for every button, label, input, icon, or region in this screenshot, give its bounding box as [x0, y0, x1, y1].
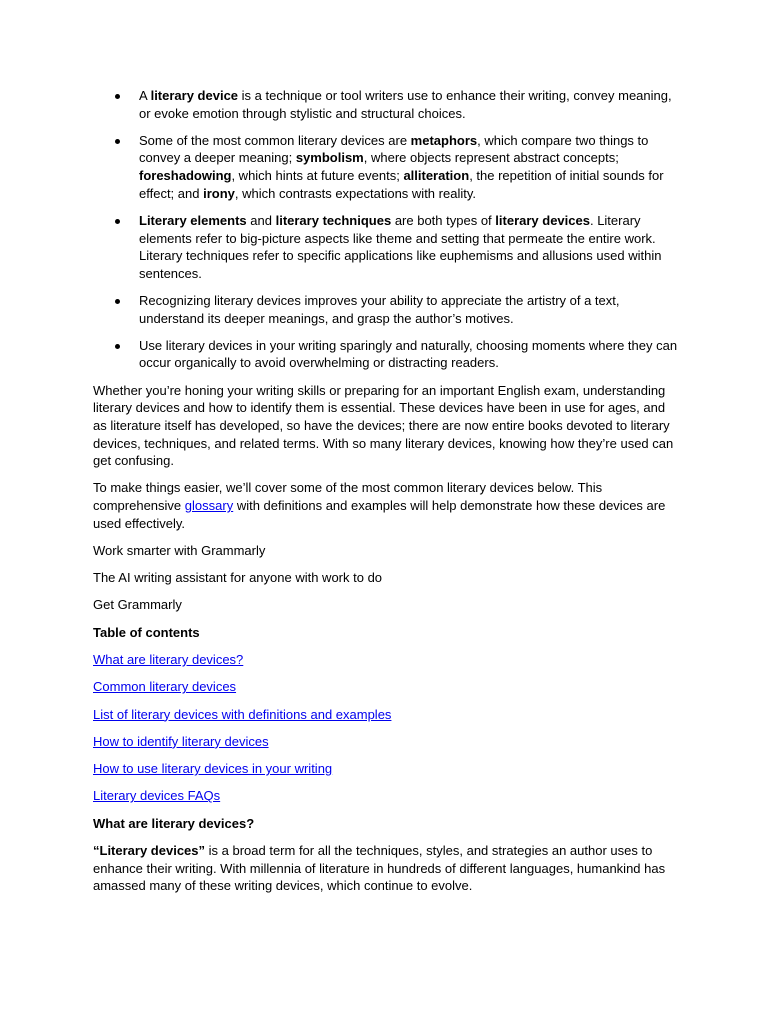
text-run: is a technique or tool writers use to enhance their writing, convey meaning, or evoke emotion through stylistic and structural choices.	[139, 88, 672, 121]
glossary-link[interactable]: glossary	[184, 498, 234, 513]
toc-item	[93, 706, 679, 724]
toc-link-how-to-identify[interactable]: How to identify literary devices	[93, 733, 269, 749]
bold-term: literary devices	[495, 212, 590, 228]
text-run: Use literary devices in your writing sparingly and naturally, choosing moments where they can occur organically to avoid overwhelming or distracting readers.	[139, 337, 678, 371]
bold-term: metaphors	[410, 132, 478, 148]
text-run: A	[139, 88, 151, 103]
toc-item	[93, 760, 679, 778]
text-run: , which contrasts expectations with reality.	[234, 185, 476, 201]
bold-term: foreshadowing	[139, 168, 232, 184]
glossary-paragraph	[93, 479, 679, 532]
text-run: is a broad term for all the techniques, styles, and strategies an author uses to enhance their writing. With millennia of literature in hundreds of different languages, humankind has amassed many of these writing devices, which continue to evolve.	[93, 842, 666, 894]
bullet-item	[93, 337, 679, 372]
bullet-icon	[115, 139, 120, 144]
toc-item	[93, 733, 679, 751]
toc-item	[93, 651, 679, 669]
section-paragraph	[93, 842, 679, 895]
text-run: are both types of	[391, 212, 496, 228]
bullet-item	[93, 212, 679, 282]
toc-item	[93, 787, 679, 805]
bold-term: irony	[203, 185, 235, 201]
bullet-icon	[115, 219, 120, 224]
text-run: Recognizing literary devices improves your ability to appreciate the artistry of a text, understand its deeper meanings, and grasp the author’s motives.	[139, 293, 620, 326]
bullet-item	[93, 292, 679, 327]
toc-link-faqs[interactable]: Literary devices FAQs	[93, 788, 221, 804]
text-run: , the repetition of initial sounds for effect; and	[139, 168, 664, 201]
get-grammarly-text: Get Grammarly	[93, 597, 182, 613]
toc-link-common-literary-devices[interactable]: Common literary devices	[93, 679, 237, 695]
promo-subtitle: The AI writing assistant for anyone with work to do	[93, 570, 383, 586]
text-run: Some of the most common literary devices are	[139, 132, 411, 148]
bold-term: literary device	[150, 88, 239, 103]
text-run: , which compare two things to convey a deeper meaning;	[139, 132, 649, 166]
intro-paragraph: Whether you’re honing your writing skills or preparing for an important English exam, understanding literary devices and how to identify them is essential. These devices have been in use for ages, and as literature itself has developed, so have the devices; there are now entire books devoted to literary devices, techniques, and related terms. With so many literary devices, knowing how they’re used can get confusing.	[93, 382, 674, 469]
bullet-icon	[115, 299, 120, 304]
bullet-item	[93, 87, 679, 122]
toc-link-what-are-literary-devices[interactable]: What are literary devices?	[93, 652, 244, 667]
section-heading	[93, 815, 679, 833]
text-run: , which hints at future events;	[231, 168, 404, 184]
text-run: To make things easier, we’ll cover some of the most common literary devices below. This comprehensive	[93, 480, 603, 513]
toc-link-how-to-use[interactable]: How to use literary devices in your writing	[93, 761, 333, 777]
bold-term: literary techniques	[275, 212, 392, 228]
bullet-item	[93, 132, 679, 202]
promo-title: Work smarter with Grammarly	[93, 542, 266, 558]
bold-term: alliteration	[403, 168, 470, 184]
bold-term: symbolism	[295, 150, 364, 166]
toc-heading-text: Table of contents	[93, 624, 200, 640]
document-body	[93, 87, 679, 904]
key-points-list	[93, 87, 679, 372]
toc-heading	[93, 624, 679, 642]
bullet-icon	[115, 344, 120, 349]
text-run: with definitions and examples will help demonstrate how these devices are used effectively.	[93, 498, 666, 531]
text-run: . Literary elements refer to big-picture aspects like theme and setting that permeate the entire work. Literary techniques refer to specific applications like euphemisms and allusions used within sentences.	[139, 212, 662, 281]
bold-term: Literary elements	[139, 212, 247, 228]
toc-link-list-of-literary-devices[interactable]: List of literary devices with definitions and examples	[93, 706, 392, 722]
text-run: , where objects represent abstract concepts;	[363, 150, 619, 166]
text-run: and	[246, 212, 276, 228]
toc-item	[93, 678, 679, 696]
bullet-icon	[115, 94, 120, 99]
bold-term: “Literary devices”	[93, 842, 206, 858]
section-heading-text: What are literary devices?	[93, 815, 255, 831]
